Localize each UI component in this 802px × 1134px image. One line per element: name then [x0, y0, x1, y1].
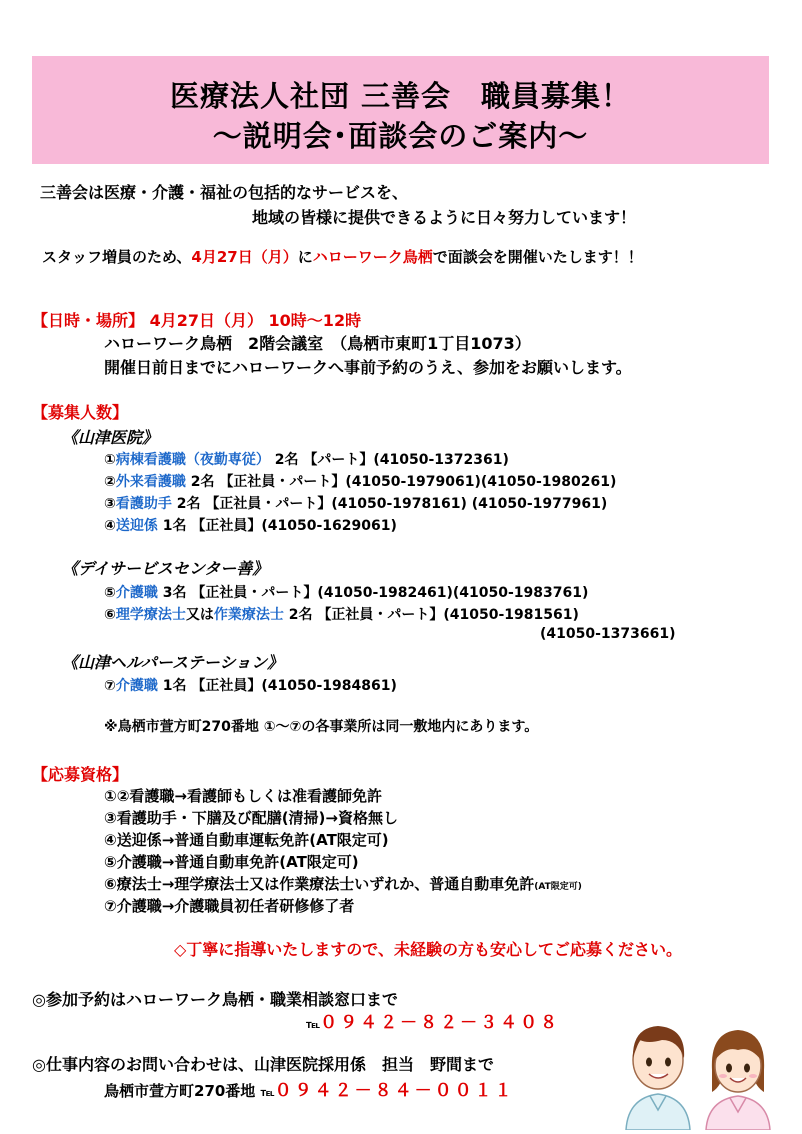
job-title: 作業療法士	[213, 607, 284, 623]
inquiry-info: ◎仕事内容のお問い合わせは、山津医院採用係 担当 野間まで	[32, 1055, 494, 1074]
list-item: ⑤介護職→普通自動車免許(AT限定可)	[104, 853, 359, 871]
qualifications-heading: 【応募資格】	[32, 765, 129, 784]
title-banner	[32, 56, 769, 164]
list-item: ⑤介護職 3名 【正社員・パート】(41050-1982461)(41050-1983761)	[104, 585, 589, 601]
list-item: ⑦介護職 1名 【正社員】(41050-1984861)	[104, 678, 397, 694]
schedule-location: ハローワーク鳥栖 2階会議室 （鳥栖市東町1丁目1073）	[104, 334, 531, 353]
job-title: 介護職	[115, 585, 158, 601]
job-title: 看護助手	[115, 496, 172, 512]
female-staff-icon	[706, 1030, 770, 1130]
job-number-continued: (41050-1373661)	[540, 626, 676, 642]
reservation-phone: ℡０９４２－８２－３４０８	[306, 1013, 561, 1033]
job-title: 病棟看護職（夜勤専従）	[115, 452, 270, 468]
staff-illustration	[618, 1010, 778, 1130]
job-title: 介護職	[115, 678, 158, 694]
notice-post: で面談会を開催いたします！！	[432, 248, 643, 266]
inquiry-contact: 鳥栖市萱方町270番地 ℡０９４２－８４－００１１	[104, 1081, 515, 1101]
notice-date: 4月27日（月）	[191, 248, 298, 266]
male-staff-icon	[626, 1026, 690, 1130]
notice-pre: スタッフ増員のため、	[42, 248, 192, 266]
page-subtitle: ～説明会･面談会のご案内～	[212, 119, 589, 153]
notice-place: ハローワーク鳥栖	[312, 248, 433, 266]
list-item: ①病棟看護職（夜勤専従） 2名 【パート】(41050-1372361)	[104, 452, 509, 468]
event-notice	[42, 246, 643, 267]
encourage-message: ◇丁寧に指導いたしますので、未経験の方も安心してご応募ください。	[174, 940, 682, 959]
list-item: ⑦介護職→介護職員初任者研修修了者	[104, 897, 355, 915]
intro-line-2: 地域の皆様に提供できるように日々努力しています！	[252, 208, 637, 227]
facility-yamatsu-clinic: 《山津医院》	[62, 428, 159, 447]
facility-helper-station: 《山津ヘルパーステーション》	[62, 653, 284, 672]
list-item: ③看護助手・下膳及び配膳(清掃)→資格無し	[104, 809, 398, 827]
list-item: ①②看護職→看護師もしくは准看護師免許	[104, 787, 382, 805]
recruit-heading: 【募集人数】	[32, 403, 129, 422]
job-title: 理学療法士	[115, 607, 186, 623]
intro-line-1: 三善会は医療・介護・福祉の包括的なサービスを、	[40, 183, 409, 202]
facility-day-service: 《デイサービスセンター善》	[62, 559, 269, 578]
job-title: 送迎係	[115, 518, 158, 534]
page-title: 医療法人社団 三善会 職員募集！	[169, 79, 632, 113]
list-item: ④送迎係→普通自動車運転免許(AT限定可)	[104, 831, 389, 849]
list-item: ⑥療法士→理学療法士又は作業療法士いずれか、普通自動車免許(AT限定可)	[104, 875, 582, 893]
schedule-heading: 【日時・場所】 4月27日（月） 10時～12時	[32, 311, 362, 330]
notice-mid: に	[297, 248, 313, 266]
address-note: ※鳥栖市萱方町270番地 ①～⑦の各事業所は同一敷地内にあります。	[104, 719, 539, 735]
schedule-note: 開催日前日までにハローワークへ事前予約のうえ、参加をお願いします。	[104, 358, 632, 377]
list-item: ④送迎係 1名 【正社員】(41050-1629061)	[104, 518, 397, 534]
list-item: ③看護助手 2名 【正社員・パート】(41050-1978161) (41050-1977961)	[104, 496, 608, 512]
list-item: ②外来看護職 2名 【正社員・パート】(41050-1979061)(41050-1980261)	[104, 474, 617, 490]
list-item: ⑥理学療法士又は作業療法士 2名 【正社員・パート】(41050-1981561)	[104, 607, 579, 623]
reservation-info: ◎参加予約はハローワーク鳥栖・職業相談窓口まで	[32, 990, 398, 1009]
job-title: 外来看護職	[115, 474, 186, 490]
